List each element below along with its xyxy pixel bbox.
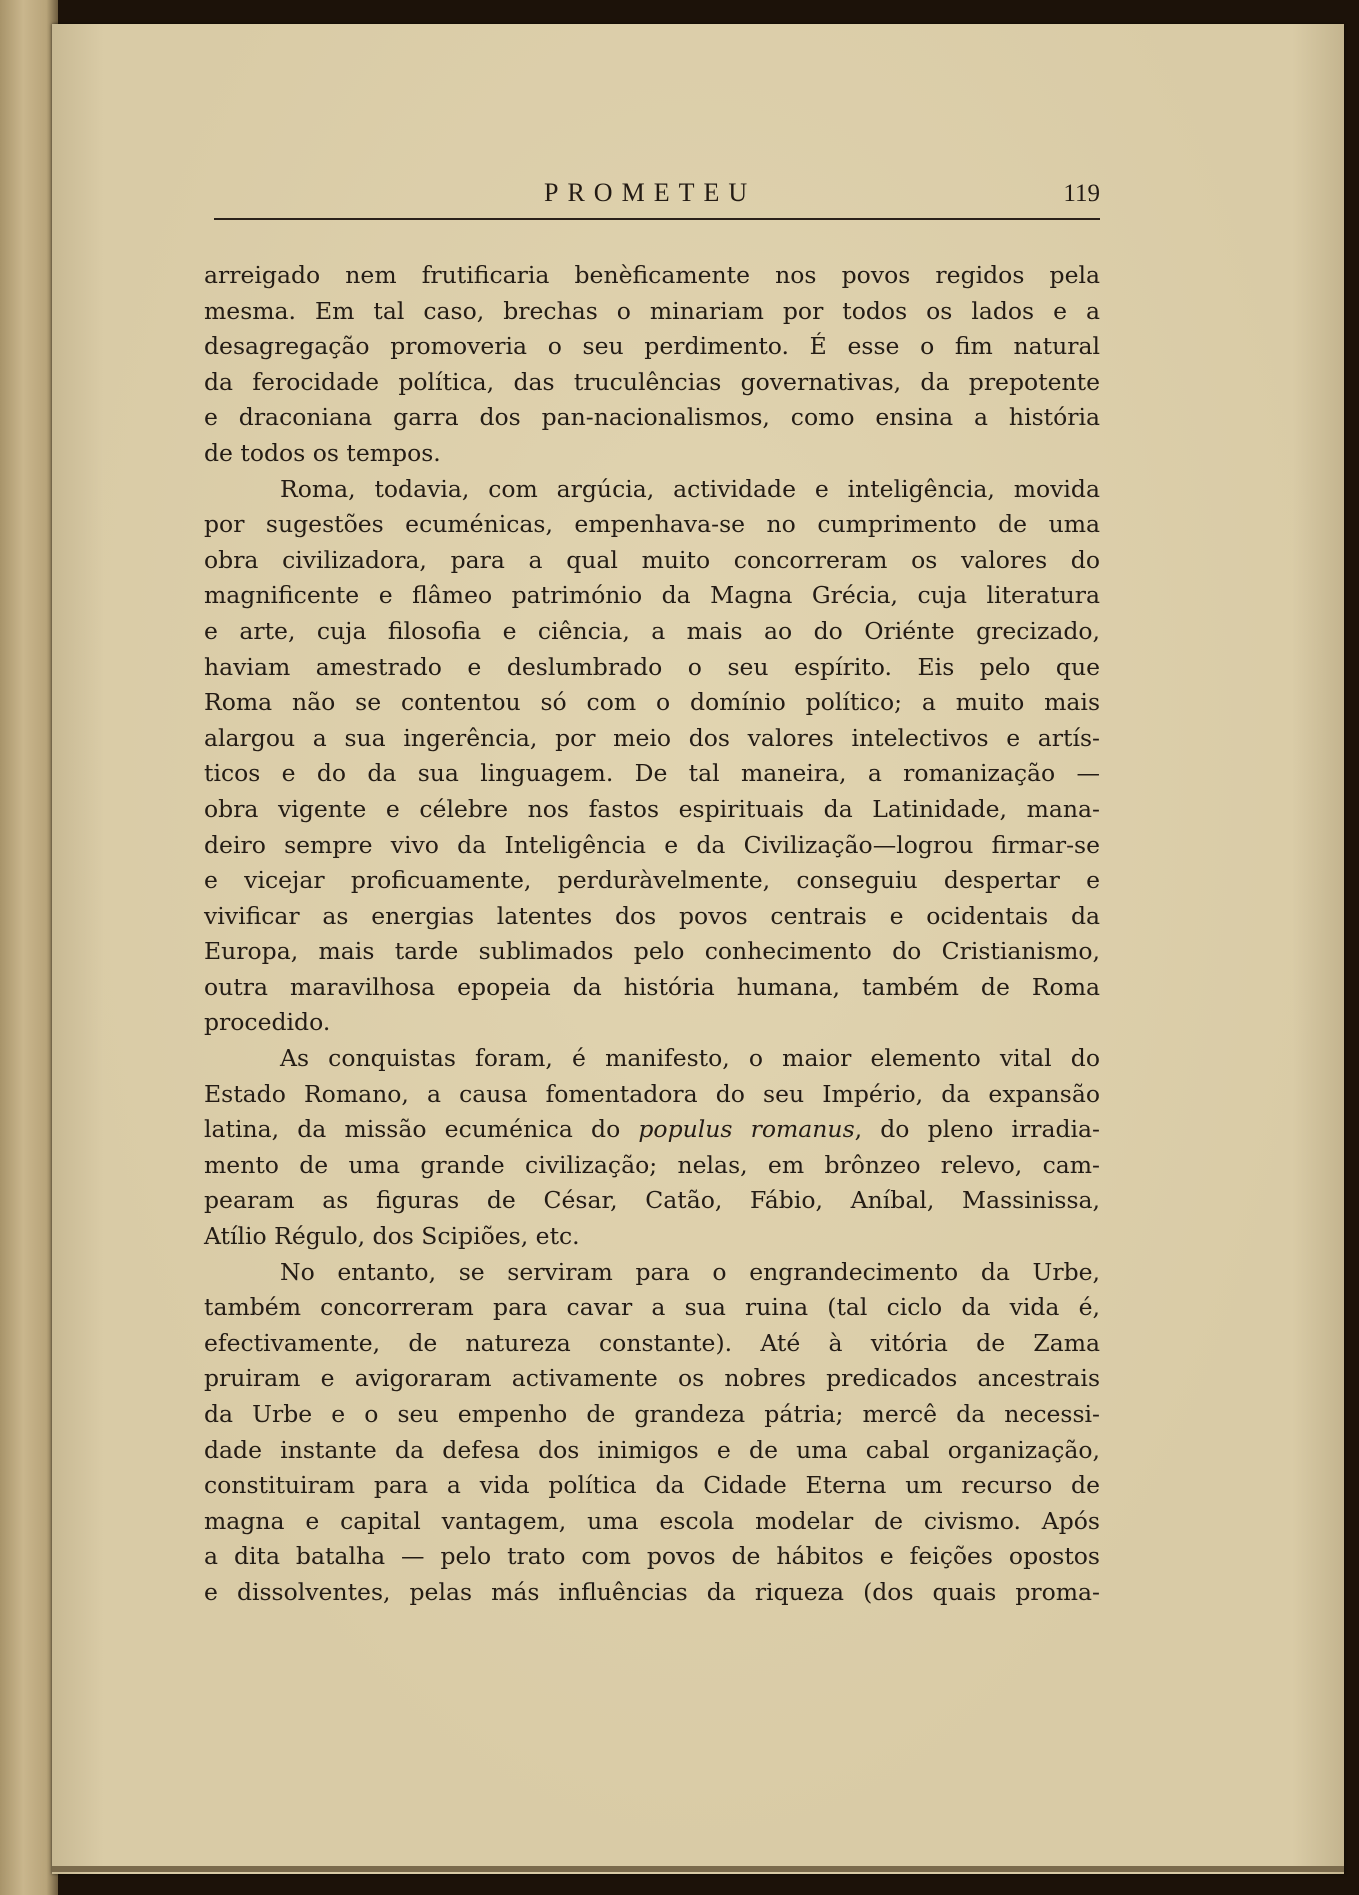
text-line: mento de uma grande civilização; nelas, em brônzeo relevo, cam- [204,1150,1100,1179]
text-line: por sugestões ecuménicas, empenhava-se no cumprimento de uma [204,510,1100,539]
text-line: de todos os tempos. [204,438,441,467]
latin-phrase: populus romanus [638,1115,855,1144]
text-line: No entanto, se serviram para o engrandecimento da Urbe, [280,1257,1100,1286]
previous-page-edge [0,0,58,1895]
text-line: deiro sempre vivo da Inteligência e da Civilização—logrou firmar-se [204,830,1100,859]
text-line: procedido. [204,1008,331,1037]
page-bottom-edge [52,1866,1344,1872]
text-line: constituiram para a vida política da Cidade Eterna um recurso de [204,1471,1100,1500]
text-line: dade instante da defesa dos inimigos e de uma cabal organização, [204,1435,1100,1464]
text-line: também concorreram para cavar a sua ruina (tal ciclo da vida é, [204,1293,1100,1322]
text-line: magnificente e flâmeo património da Magna Grécia, cuja literatura [204,581,1100,610]
text-line: obra vigente e célebre nos fastos espirituais da Latinidade, mana- [204,794,1100,823]
body-text [204,258,1100,1611]
text-line: alargou a sua ingerência, por meio dos valores intelectivos e artís- [204,723,1100,752]
text-line: As conquistas foram, é manifesto, o maior elemento vital do [280,1044,1100,1073]
running-title: PROMETEU [544,178,757,207]
text-segment: , do pleno irradia- [854,1115,1101,1144]
text-line: e vicejar proficuamente, perduràvelmente, conseguiu despertar e [204,866,1100,895]
text-line: Estado Romano, a causa fomentadora do seu Império, da expansão [204,1079,1100,1108]
text-line: arreigado nem frutificaria benèficamente nos povos regidos pela [204,261,1100,289]
text-line: obra civilizadora, para a qual muito concorreram os valores do [204,545,1100,574]
text-line: e dissolventes, pelas más influências da riqueza (dos quais proma- [204,1577,1100,1606]
running-header [214,178,1100,220]
text-line: haviam amestrado e deslumbrado o seu espírito. Eis pelo que [204,652,1100,681]
page-number: 119 [1063,180,1100,207]
text-line: ticos e do da sua linguagem. De tal maneira, a romanização — [204,759,1100,788]
text-line: outra maravilhosa epopeia da história humana, também de Roma [204,972,1100,1001]
text-line: desagregação promoveria o seu perdimento. É esse o fim natural [204,332,1100,361]
text-line: da Urbe e o seu empenho de grandeza pátria; mercê da necessi- [204,1400,1100,1428]
paragraph [204,1041,1100,1255]
text-line: Europa, mais tarde sublimados pelo conhecimento do Cristianismo, [204,937,1100,966]
text-line: da ferocidade política, das truculências governativas, da prepotente [204,367,1100,396]
text-line: mesma. Em tal caso, brechas o minariam por todos os lados e a [204,296,1100,325]
text-line: Atílio Régulo, dos Scipiões, etc. [204,1222,580,1251]
text-line: a dita batalha — pelo trato com povos de hábitos e feições opostos [204,1542,1100,1571]
text-line: e arte, cuja filosofia e ciência, a mais ao do Oriénte grecizado, [204,616,1100,645]
paragraph [204,472,1100,1042]
text-line: efectivamente, de natureza constante). Até à vitória de Zama [204,1328,1100,1357]
text-line: magna e capital vantagem, uma escola modelar de civismo. Após [204,1506,1100,1535]
text-line [204,1112,1100,1148]
text-line: pearam as figuras de César, Catão, Fábio, Aníbal, Massinissa, [204,1186,1100,1215]
paragraph [204,1255,1100,1611]
text-line: Roma não se contentou só com o domínio político; a muito mais [204,688,1100,717]
text-line: pruiram e avigoraram activamente os nobres predicados ancestrais [204,1364,1100,1393]
text-line: vivificar as energias latentes dos povos centrais e ocidentais da [204,901,1100,930]
text-line: e draconiana garra dos pan-nacionalismos, como ensina a história [204,403,1100,432]
paragraph [204,258,1100,472]
text-line: Roma, todavia, com argúcia, actividade e inteligência, movida [280,474,1100,503]
text-segment: latina, da missão ecuménica do [204,1115,639,1144]
